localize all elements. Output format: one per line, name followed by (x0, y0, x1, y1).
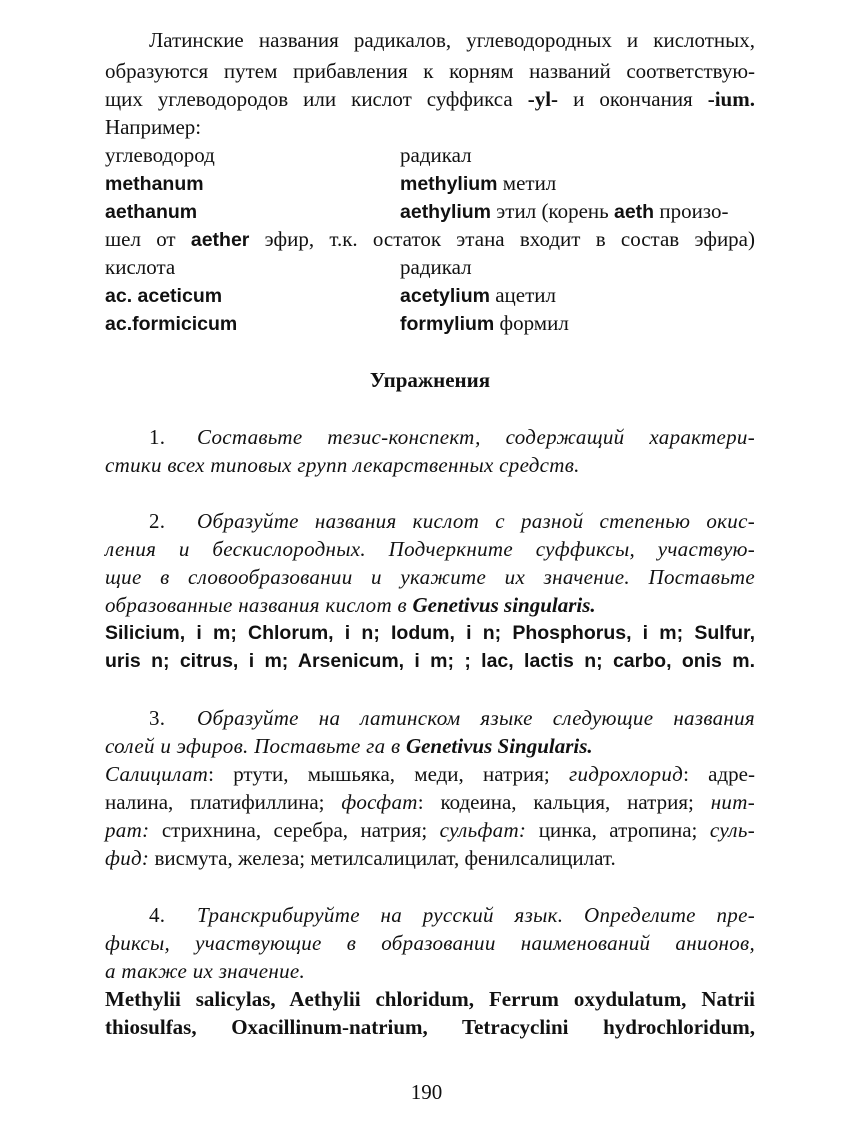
exercise-2-line-6: uris n; citrus, i m; Arsenicum, i m; ; lac, lactis n; carbo, onis m. (105, 650, 755, 672)
exercise-2-line-3: щие в словообразовании и укажите их значение. Поставьте (105, 565, 755, 589)
table-row-aethanum-cont: шел от aether эфир, т.к. остаток этана входит в состав эфира) (105, 227, 755, 251)
section-heading: Упражнения (369, 368, 491, 392)
exercise-4-line-2: фиксы, участвующие в образовании наименований анионов, (105, 931, 755, 955)
exercise-4-line-5: thiosulfas, Oxacillinum-natrium, Tetracyclini hydrochloridum, (105, 1015, 755, 1039)
table-header-1: углеводород радикал (105, 143, 472, 167)
exercise-1-line-1: 1. Составьте тезис-конспект, содержащий характери- (149, 425, 755, 449)
exercise-2-line-4: образованные названия кислот в Genetivus singularis. (105, 593, 596, 617)
exercise-3-line-3: Салицилат: ртути, мышьяка, меди, натрия; гидрохлорид: адре- (105, 762, 756, 786)
exercise-3-line-1: 3. Образуйте на латинском языке следующие названия (149, 706, 755, 730)
table-row-formicicum: ac.formicicum formylium формил (105, 311, 569, 335)
intro-line-2: образуются путем прибавления к корням названий соответствую- (105, 59, 755, 83)
exercise-4-line-1: 4. Транскрибируйте на русский язык. Определите пре- (149, 903, 755, 927)
table-row-aethanum: aethanum aethylium этил (корень aeth произо- (105, 199, 729, 223)
page-number: 190 (410, 1080, 443, 1104)
intro-line-1: Латинские названия радикалов, углеводородных и кислотных, (149, 28, 755, 52)
exercise-3-line-6: фид: висмута, железа; метилсалицилат, фенилсалицилат. (105, 846, 616, 870)
exercise-2-line-1: 2. Образуйте названия кислот с разной степенью окис- (149, 509, 755, 533)
exercise-1-line-2: стики всех типовых групп лекарственных средств. (105, 453, 580, 477)
exercise-3-line-4: налина, платифиллина; фосфат: кодеина, кальция, натрия; нит- (105, 790, 755, 814)
exercise-4-line-3: а также их значение. (105, 959, 306, 983)
table-row-methanum: methanum methylium метил (105, 171, 557, 195)
exercise-3-line-5: рат: стрихнина, серебра, натрия; сульфат: цинка, атропина; суль- (105, 818, 755, 842)
exercise-4-line-4: Methylii salicylas, Aethylii chloridum, Ferrum oxydulatum, Natrii (105, 987, 755, 1011)
intro-line-3: щих углеводородов или кислот суффикса -yl- и окончания -ium. (105, 87, 755, 111)
table-header-2: кислота радикал (105, 255, 472, 279)
exercise-2-line-2: ления и бескислородных. Подчеркните суффиксы, участвую- (105, 537, 755, 561)
table-row-aceticum: ac. aceticum acetylium ацетил (105, 283, 556, 307)
exercise-2-line-5: Silicium, i m; Chlorum, i n; Iodum, i n; Phosphorus, i m; Sulfur, (105, 622, 755, 644)
intro-line-4: Например: (105, 115, 202, 139)
exercise-3-line-2: солей и эфиров. Поставьте га в Genetivus Singularis. (105, 734, 593, 758)
